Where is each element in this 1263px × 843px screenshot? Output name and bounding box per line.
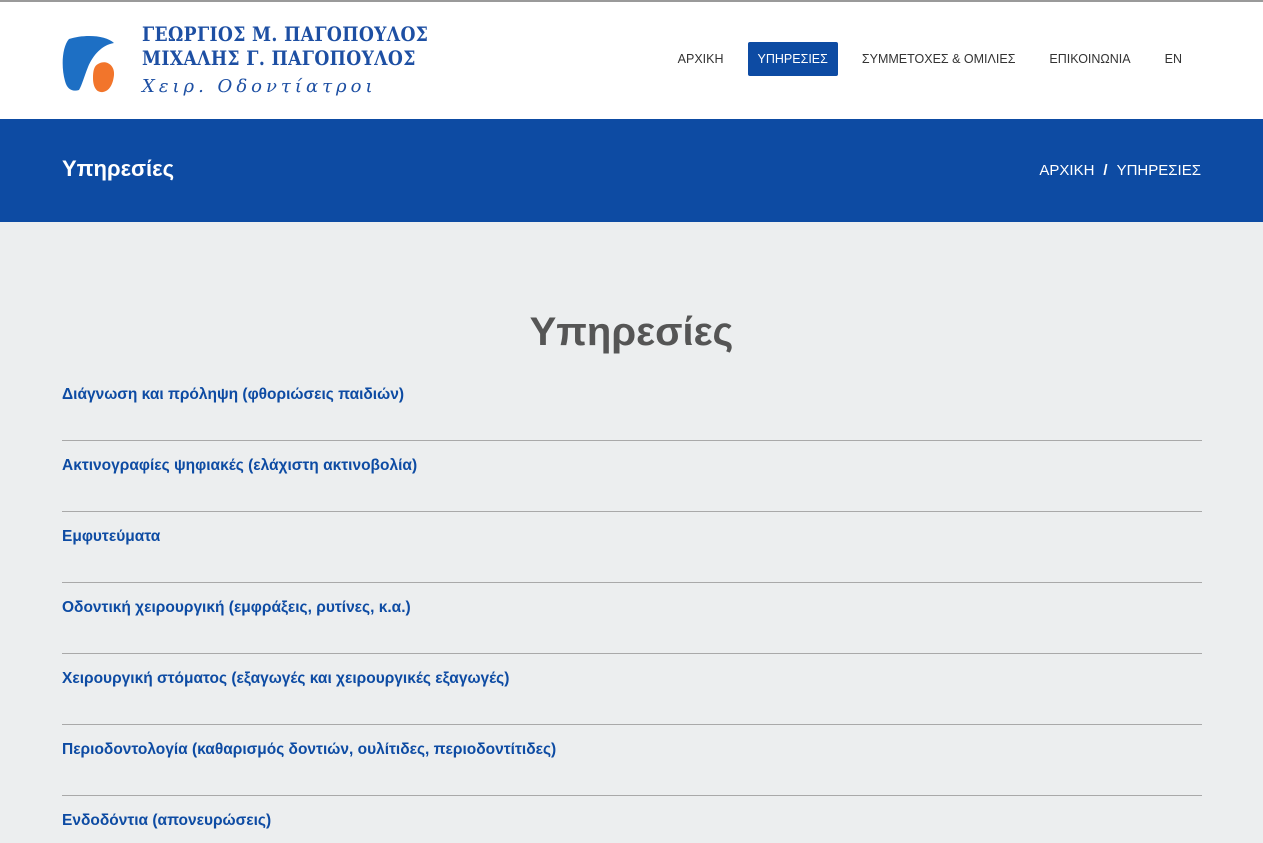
services-heading: Υπηρεσίες bbox=[529, 310, 734, 354]
breadcrumb-separator: / bbox=[1103, 162, 1108, 179]
service-link-xrays[interactable]: Ακτινογραφίες ψηφιακές (ελάχιστη ακτινοβολία) bbox=[62, 457, 418, 474]
logo-doctor-1: ΓΕΩΡΓΙΟΣ Μ. ΠΑΓΟΠΟΥΛΟΣ bbox=[142, 22, 429, 46]
logo-mark-icon bbox=[62, 35, 118, 93]
list-item bbox=[62, 512, 1202, 583]
page-banner bbox=[0, 119, 1263, 222]
list-item bbox=[62, 725, 1202, 796]
list-item bbox=[62, 796, 1202, 843]
service-link-endodontics[interactable]: Ενδοδόντια (απονευρώσεις) bbox=[62, 812, 272, 829]
nav-item-participations[interactable]: ΣΥΜΜΕΤΟΧΕΣ & ΟΜΙΛΙΕΣ bbox=[861, 52, 1016, 66]
list-item bbox=[62, 370, 1202, 441]
logo-doctor-2: ΜΙΧΑΛΗΣ Γ. ΠΑΓΟΠΟΥΛΟΣ bbox=[142, 46, 416, 70]
nav-item-language-en[interactable]: EN bbox=[1164, 52, 1182, 66]
logo-tagline: Χειρ. Οδοντίατροι bbox=[142, 76, 377, 97]
breadcrumb bbox=[1039, 162, 1201, 179]
page-title: Υπηρεσίες bbox=[62, 156, 175, 181]
service-link-dental-surgery[interactable]: Οδοντική χειρουργική (εμφράξεις, ρυτίνες, κ.α.) bbox=[62, 599, 411, 616]
logo-text bbox=[142, 22, 475, 100]
nav-item-home[interactable]: ΑΡΧΙΚΗ bbox=[677, 52, 724, 66]
service-link-periodontology[interactable]: Περιοδοντολογία (καθαρισμός δοντιών, ουλίτιδες, περιοδοντίτιδες) bbox=[62, 741, 557, 758]
nav-item-contact[interactable]: ΕΠΙΚΟΙΝΩΝΙΑ bbox=[1049, 52, 1131, 66]
breadcrumb-home-link[interactable]: ΑΡΧΙΚΗ bbox=[1039, 162, 1095, 179]
service-link-implants[interactable]: Εμφυτεύματα bbox=[62, 528, 161, 545]
clinic-logo[interactable] bbox=[62, 22, 429, 102]
nav-item-services[interactable]: ΥΠΗΡΕΣΙΕΣ bbox=[748, 42, 838, 76]
service-link-oral-surgery[interactable]: Χειρουργική στόματος (εξαγωγές και χειρουργικές εξαγωγές) bbox=[62, 670, 510, 687]
service-link-diagnosis[interactable]: Διάγνωση και πρόληψη (φθοριώσεις παιδιών) bbox=[62, 386, 404, 403]
list-item bbox=[62, 583, 1202, 654]
list-item bbox=[62, 654, 1202, 725]
site-header bbox=[0, 2, 1263, 119]
breadcrumb-current: ΥΠΗΡΕΣΙΕΣ bbox=[1116, 162, 1201, 179]
list-item bbox=[62, 441, 1202, 512]
main-nav bbox=[654, 42, 1192, 76]
services-list bbox=[62, 370, 1202, 843]
